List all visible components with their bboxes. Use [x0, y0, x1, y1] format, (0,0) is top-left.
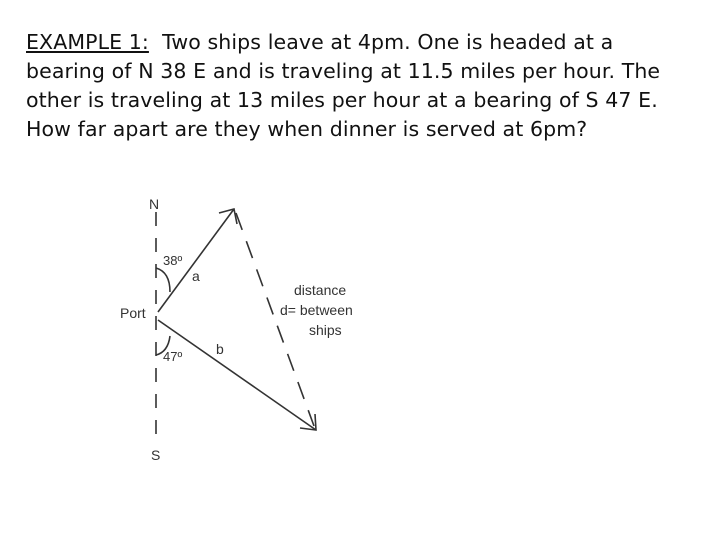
angle-38-label: 38º — [163, 253, 183, 268]
distance-label-line2: d= between — [280, 302, 353, 318]
example-label: EXAMPLE 1: — [26, 30, 149, 54]
track-b — [158, 320, 316, 430]
port-label: Port — [120, 305, 146, 321]
north-label: N — [149, 196, 160, 212]
side-a-label: a — [192, 268, 200, 284]
distance-label-line1: distance — [294, 282, 347, 298]
problem-text: Two ships leave at 4pm. One is headed at a bearing of N 38 E and is traveling at 11.5 miles per hour. The other is traveling at 13 miles per hour at a bearing of S 47 E. How far apart are they when dinner is served at 6pm? — [26, 30, 661, 141]
south-label: S — [151, 447, 161, 463]
distance-line — [236, 213, 314, 426]
angle-47-label: 47º — [163, 349, 183, 364]
distance-label-line3: ships — [309, 322, 342, 338]
side-b-label: b — [216, 341, 224, 357]
angle-arc-38 — [156, 268, 170, 292]
